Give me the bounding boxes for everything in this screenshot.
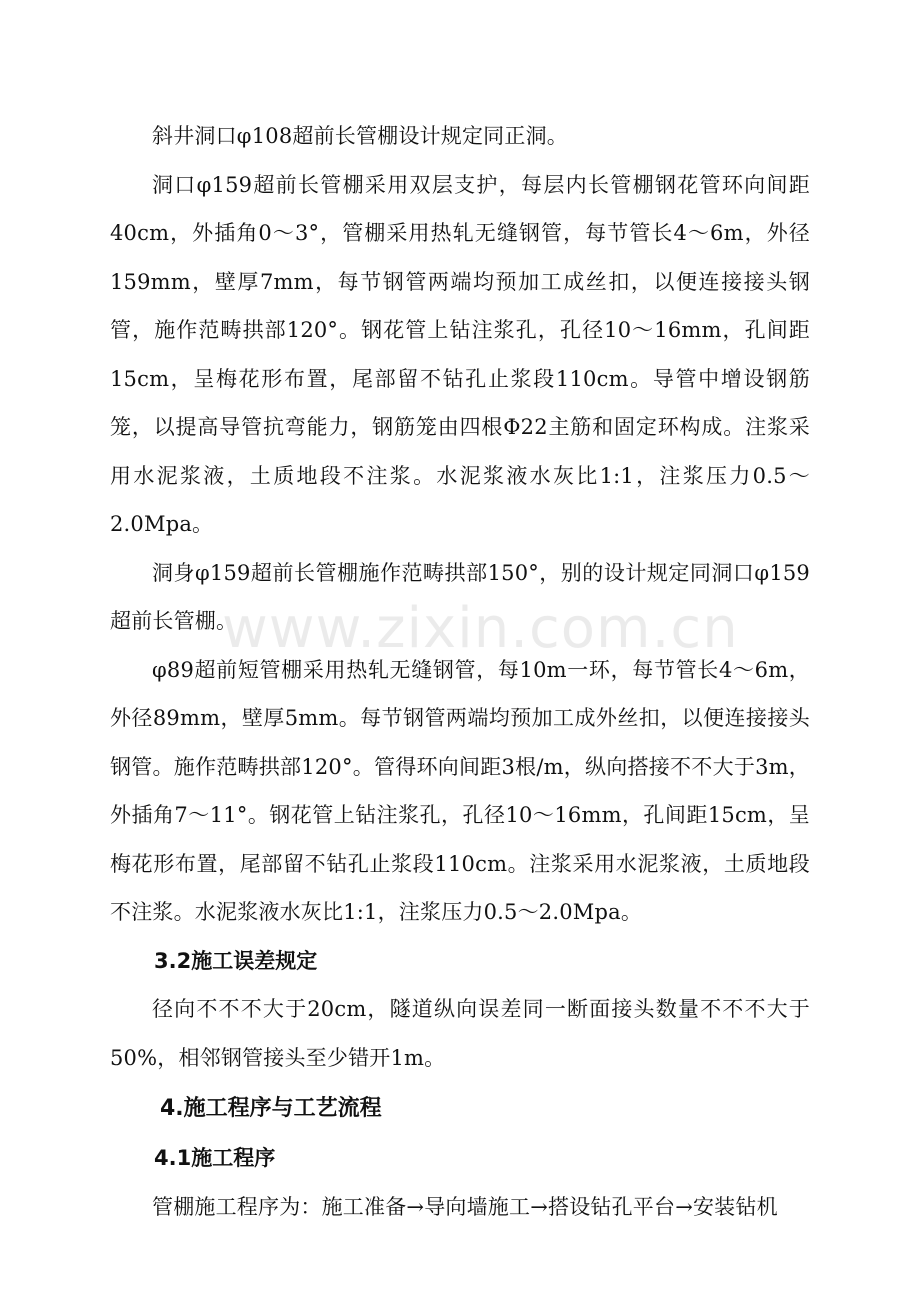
paragraph-procedure-steps: 管棚施工程序为：施工准备→导向墙施工→搭设钻孔平台→安装钻机 (152, 1194, 778, 1219)
heading-construction-procedure: 4.1施工程序 (154, 1146, 276, 1170)
heading-construction-tolerance: 3.2施工误差规定 (154, 948, 318, 973)
paragraph-tolerance-rules: 径向不不不大于20cm，隧道纵向误差同一断面接头数量不不不大于50%，相邻钢管接头至少错开1m。 (110, 997, 810, 1070)
paragraph-portal-pipe-roof-159: 洞口φ159超前长管棚采用双层支护，每层内长管棚钢花管环向间距40cm，外插角0～3°，管棚采用热轧无缝钢管，每节管长4～6m，外径159mm，壁厚7mm，每节钢管两端均预加工成丝扣，以便连接接头钢管，施作范畴拱部120°。钢花管上钻注浆孔，孔径10～16mm，孔间距15cm，呈梅花形布置，尾部留不钻孔止浆段110cm。导管中增设钢筋笼，以提高导管抗弯能力，钢筋笼由四根Φ22主筋和固定环构成。注浆采用水泥浆液，土质地段不注浆。水泥浆液水灰比1:1，注浆压力0.5～2.0Mpa。 (110, 172, 810, 536)
paragraph-inclined-shaft-pipe-roof: 斜井洞口φ108超前长管棚设计规定同正洞。 (152, 124, 568, 148)
paragraph-short-pipe-roof-89: φ89超前短管棚采用热轧无缝钢管，每10m一环，每节管长4～6m，外径89mm，壁厚5mm。每节钢管两端均预加工成外丝扣，以便连接接头钢管。施作范畴拱部120°。管得环向间距3根/m，纵向搭接不不大于3m，外插角7～11°。钢花管上钻注浆孔，孔径10～16mm，孔间距15cm，呈梅花形布置，尾部留不钻孔止浆段110cm。注浆采用水泥浆液，土质地段不注浆。水泥浆液水灰比1:1，注浆压力0.5～2.0Mpa。 (110, 657, 810, 924)
watermark-text: www.zixin.com.cn (222, 596, 739, 661)
document-page (110, 112, 810, 1231)
paragraph-tunnel-body-pipe-roof: 洞身φ159超前长管棚施作范畴拱部150°，别的设计规定同洞口φ159超前长管棚。 (110, 560, 810, 633)
heading-construction-procedure-flow: 4.施工程序与工艺流程 (160, 1096, 382, 1121)
